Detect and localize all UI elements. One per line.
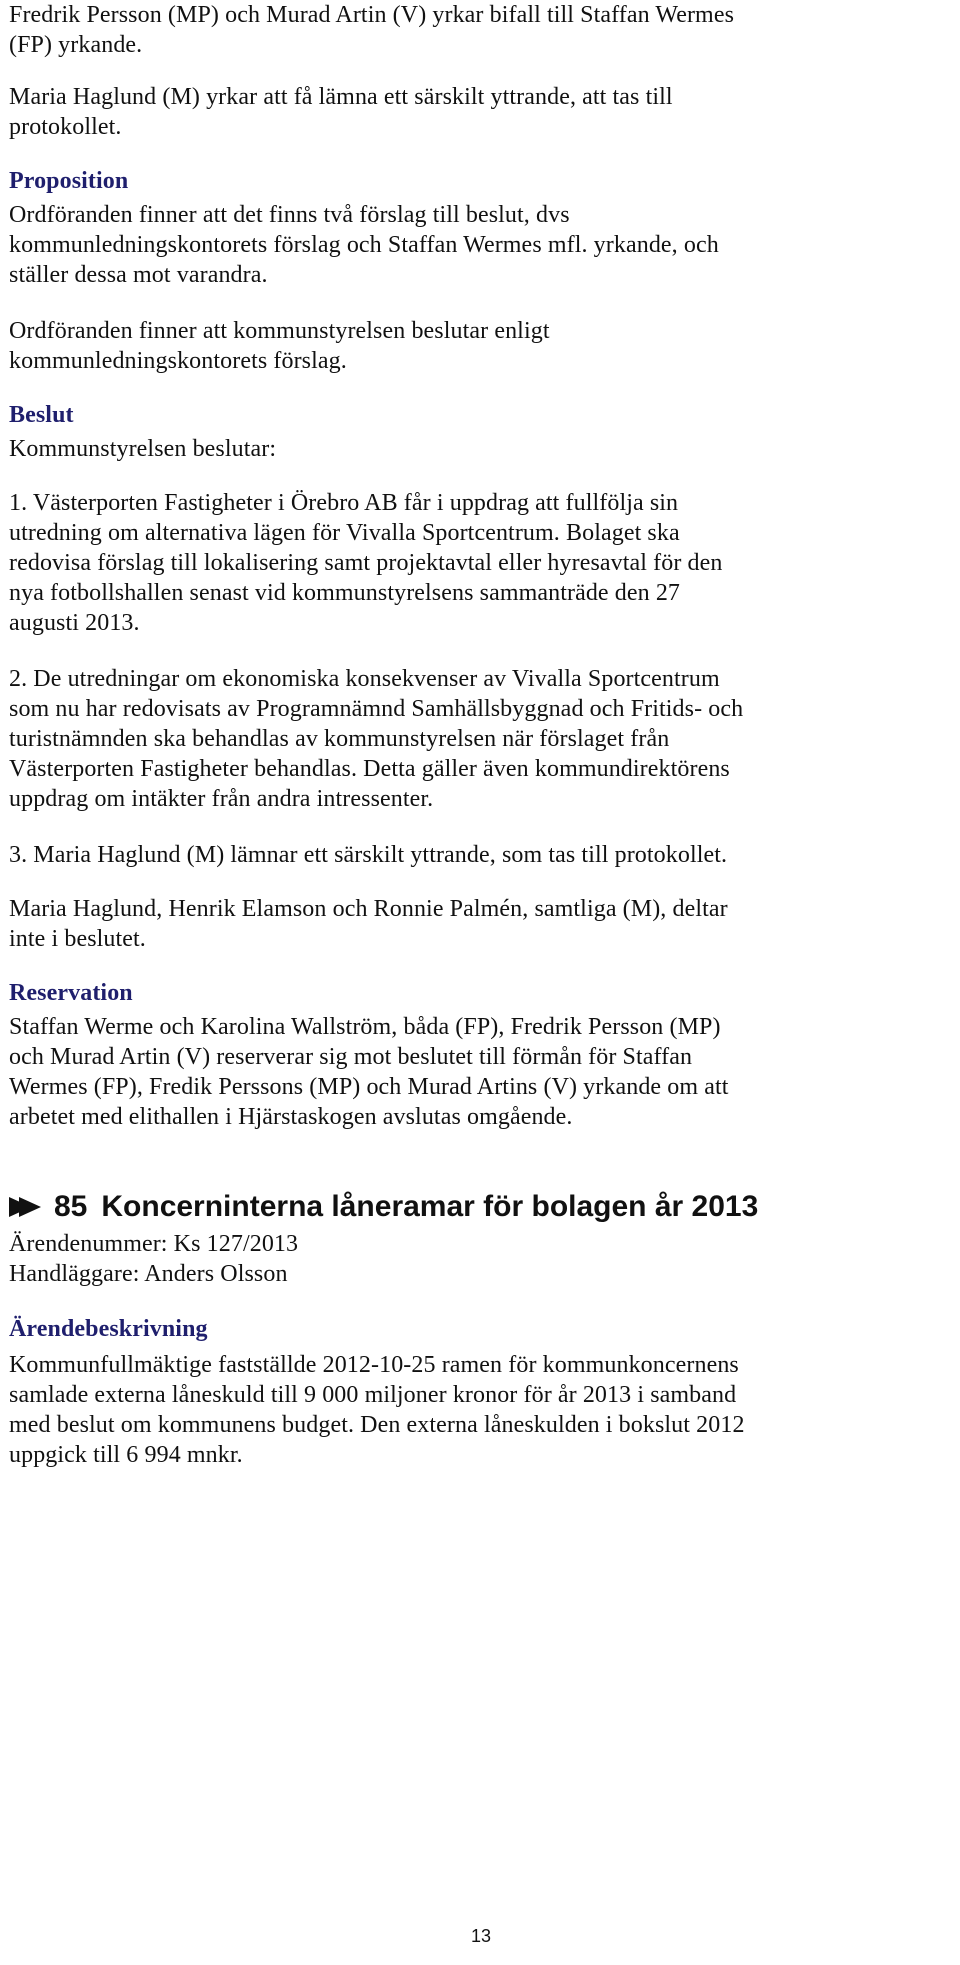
participation-line: Maria Haglund, Henrik Elamson och Ronnie Palmén, samtliga (M), deltar: [9, 896, 728, 922]
decision-item-2-line: som nu har redovisats av Programnämnd Samhällsbyggnad och Fritids- och: [9, 696, 744, 722]
paragraph-line: Maria Haglund (M) yrkar att få lämna ett särskilt yttrande, att tas till: [9, 84, 673, 110]
paragraph-line: kommunledningskontorets förslag.: [9, 348, 347, 374]
paragraph-line: Ordföranden finner att kommunstyrelsen beslutar enligt: [9, 318, 550, 344]
case-number: Ärendenummer: Ks 127/2013: [9, 1231, 299, 1257]
decision-item-2-line: Västerporten Fastigheter behandlas. Detta gäller även kommundirektörens: [9, 756, 730, 782]
decision-item-2-line: uppdrag om intäkter från andra intressenter.: [9, 786, 434, 812]
description-line: uppgick till 6 994 mnkr.: [9, 1442, 243, 1468]
proposition-heading: Proposition: [9, 168, 129, 194]
right-arrow-icon: [9, 1193, 43, 1221]
paragraph-line: kommunledningskontorets förslag och Staffan Wermes mfl. yrkande, och: [9, 232, 719, 258]
decision-item-1-line: nya fotbollshallen senast vid kommunstyrelsens sammanträde den 27: [9, 580, 681, 606]
reservation-line: Staffan Werme och Karolina Wallström, båda (FP), Fredrik Persson (MP): [9, 1014, 721, 1040]
paragraph-line: Fredrik Persson (MP) och Murad Artin (V) yrkar bifall till Staffan Wermes: [9, 2, 735, 28]
reservation-line: Wermes (FP), Fredik Perssons (MP) och Murad Artins (V) yrkande om att: [9, 1074, 729, 1100]
paragraph-line: ställer dessa mot varandra.: [9, 262, 268, 288]
participation-line: inte i beslutet.: [9, 926, 146, 952]
paragraph-line: Ordföranden finner att det finns två förslag till beslut, dvs: [9, 202, 570, 228]
reservation-line: och Murad Artin (V) reserverar sig mot beslutet till förmån för Staffan: [9, 1044, 693, 1070]
description-heading: Ärendebeskrivning: [9, 1316, 208, 1342]
decision-heading: Beslut: [9, 402, 74, 428]
decision-item-1-line: augusti 2013.: [9, 610, 140, 636]
decision-item-1-line: 1. Västerporten Fastigheter i Örebro AB får i uppdrag att fullfölja sin: [9, 490, 679, 516]
description-line: samlade externa låneskuld till 9 000 miljoner kronor för år 2013 i samband: [9, 1382, 737, 1408]
page-number: 13: [470, 1926, 492, 1946]
decision-item-1-line: redovisa förslag till lokalisering samt projektavtal eller hyresavtal för den: [9, 550, 723, 576]
decision-item-2-line: turistnämnden ska behandlas av kommunstyrelsen när förslaget från: [9, 726, 670, 752]
section-heading: Koncerninterna låneramar för bolagen år 2013: [101, 1190, 759, 1223]
decision-item-1-line: utredning om alternativa lägen för Vivalla Sportcentrum. Bolaget ska: [9, 520, 680, 546]
paragraph-line: protokollet.: [9, 114, 122, 140]
paragraph-line: (FP) yrkande.: [9, 32, 143, 58]
handler: Handläggare: Anders Olsson: [9, 1261, 288, 1287]
description-line: med beslut om kommunens budget. Den externa låneskulden i bokslut 2012: [9, 1412, 745, 1438]
decision-item-3-line: 3. Maria Haglund (M) lämnar ett särskilt yttrande, som tas till protokollet.: [9, 842, 728, 868]
reservation-line: arbetet med elithallen i Hjärstaskogen avslutas omgående.: [9, 1104, 573, 1130]
section-number: 85: [54, 1190, 88, 1223]
section-85-title: [9, 1189, 758, 1225]
reservation-heading: Reservation: [9, 980, 133, 1006]
description-line: Kommunfullmäktige fastställde 2012-10-25 ramen för kommunkoncernens: [9, 1352, 739, 1378]
decision-intro: Kommunstyrelsen beslutar:: [9, 436, 277, 462]
decision-item-2-line: 2. De utredningar om ekonomiska konsekvenser av Vivalla Sportcentrum: [9, 666, 720, 692]
